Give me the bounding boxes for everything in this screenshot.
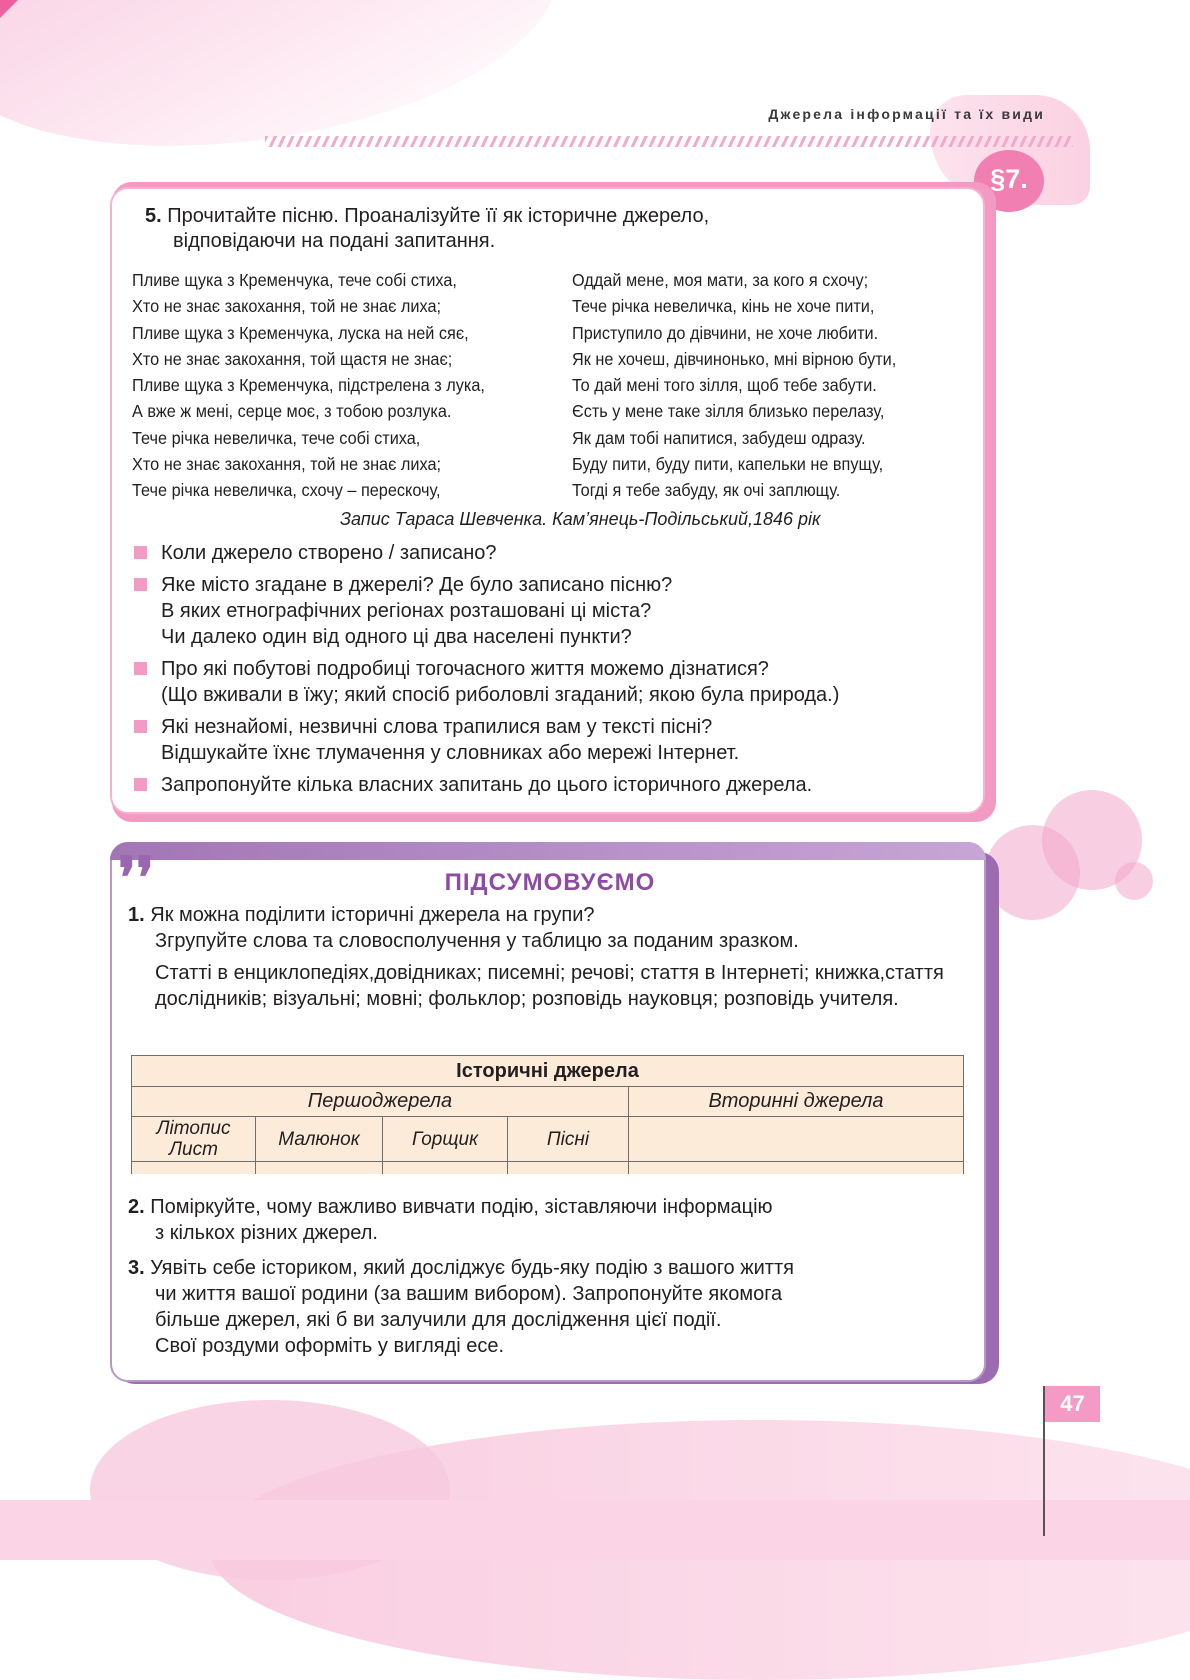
table-secondary-header: Вторинні джерела — [629, 1087, 964, 1117]
poem-line: То дай мені того зілля, щоб тебе забути. — [572, 375, 877, 396]
question-line: Про які побутові подробиці тогочасного життя можемо дізнатися? — [161, 658, 769, 680]
question-list — [132, 540, 982, 804]
question-line: Запропонуйте кілька власних запитань до цього історичного джерела. — [161, 774, 813, 796]
poem-line: Як не хочеш, дівчинонько, мні вірною бути, — [572, 348, 897, 369]
question-line: (Що вживали в їжу; який спосіб риболовлі згаданий; якою була природа.) — [161, 684, 840, 706]
question-line: Які незнайомі, незвичні слова трапилися вам у тексті пісні? — [161, 716, 713, 738]
question-line: Чи далеко один від одного ці два населені пункти? — [161, 626, 632, 648]
question-number: 2. — [128, 1196, 145, 1218]
table-cell-empty — [132, 1162, 256, 1175]
question-item — [132, 772, 982, 798]
question-line: Яке місто згадане в джерелі? Де було записано пісню? — [161, 574, 673, 596]
decorative-bubble — [1115, 862, 1153, 900]
question-item — [132, 714, 982, 766]
question-line: Свої роздуми оформіть у вигляді есе. — [155, 1335, 505, 1357]
task-5-heading — [145, 204, 905, 254]
question-item — [132, 656, 982, 708]
question-item — [132, 572, 982, 650]
question-line: більше джерел, які б ви залучили для дослідження цієї події. — [155, 1309, 722, 1331]
task-text-continued: відповідаючи на подані запитання. — [173, 230, 496, 252]
poem-line: Пливе щука з Кременчука, підстрелена з лука, — [132, 375, 485, 396]
question-line: чи життя вашої родини (за вашим вибором). Запропонуйте якомога — [155, 1283, 783, 1305]
task-number: 5. — [145, 205, 162, 227]
poem-line: Оддай мене, моя мати, за кого я схочу; — [572, 270, 869, 290]
question-line: Згрупуйте слова та словосполучення у таблицю за поданим зразком. — [155, 930, 799, 952]
summary-question-2 — [128, 1194, 958, 1246]
decorative-band-bottom — [0, 1500, 1190, 1560]
poem-line: Тогді я тебе забуду, як очі заплющу. — [572, 480, 841, 501]
decorative-wave-top — [0, 0, 575, 182]
poem-line: Хто не знає закохання, той щастя не знає; — [132, 348, 453, 369]
question-item — [132, 540, 982, 566]
word-list: Статті в енциклопедіях,довідниках; писемні; речові; стаття в Інтернеті; книжка,стаття дослідників; візуальні; мовні; фольклор; розповідь науковця; розповідь учителя. — [155, 962, 944, 1010]
question-line: з кількох різних джерел. — [155, 1222, 378, 1244]
table-cell: Горщик — [383, 1117, 508, 1162]
question-number: 1. — [128, 904, 145, 926]
poem-line: Приступило до дівчини, не хоче любити. — [572, 322, 879, 343]
poem-line: Єсть у мене таке зілля близько перелазу, — [572, 401, 885, 422]
poem-line: Буду пити, буду пити, капельки не впущу, — [572, 454, 884, 475]
summary-box-topbar — [110, 842, 986, 860]
question-line: Як можна поділити історичні джерела на групи? — [150, 904, 595, 926]
question-line: Відшукайте їхнє тлумачення у словниках або мережі Інтернет. — [161, 742, 740, 764]
question-number: 3. — [128, 1257, 145, 1279]
table-cell-empty — [256, 1162, 383, 1175]
table-cell-empty — [629, 1162, 964, 1175]
table-cell — [629, 1117, 964, 1162]
header-hatch-line — [265, 136, 1073, 147]
poem-line: Тече річка невеличка, кінь не хоче пити, — [572, 296, 875, 317]
chapter-title: Джерела інформації та їх види — [768, 106, 1045, 122]
table-primary-header: Першоджерела — [132, 1087, 629, 1117]
poem-line: Тече річка невеличка, схочу – перескочу, — [132, 480, 441, 501]
summary-question-1 — [128, 902, 968, 1012]
sources-table — [131, 1055, 964, 1174]
poem-line: Хто не знає закохання, той не знає лиха; — [132, 454, 442, 475]
poem-column-left — [132, 267, 512, 504]
table-cell: Малюнок — [256, 1117, 383, 1162]
poem-line: Пливе щука з Кременчука, луска на ней сяє, — [132, 322, 469, 343]
poem-line: Тече річка невеличка, тече собі стиха, — [132, 427, 421, 448]
table-header: Історичні джерела — [132, 1056, 964, 1087]
table-cell-empty — [508, 1162, 629, 1175]
question-line: В яких етнографічних регіонах розташовані ці міста? — [161, 600, 652, 622]
table-cell-empty — [383, 1162, 508, 1175]
poem-line: Пливе щука з Кременчука, тече собі стиха, — [132, 270, 457, 290]
question-line: Коли джерело створено / записано? — [161, 542, 497, 564]
table-cell: Пісні — [508, 1117, 629, 1162]
quote-icon: ❜❜ — [118, 846, 155, 909]
poem-line: Як дам тобі напитися, забудеш одразу. — [572, 427, 866, 448]
poem-column-right — [572, 267, 921, 504]
table-cell: Літопис Лист — [132, 1117, 256, 1162]
poem-line: А вже ж мені, серце моє, з тобою розлука. — [132, 401, 452, 422]
poem-source: Запис Тараса Шевченка. Кам’янець-Подільський,1846 рік — [340, 509, 821, 529]
question-line: Уявіть себе істориком, який досліджує будь-яку подію з вашого життя — [150, 1257, 794, 1279]
page-number: 47 — [1045, 1386, 1100, 1422]
question-line: Поміркуйте, чому важливо вивчати подію, зіставляючи інформацію — [150, 1196, 773, 1218]
poem-line: Хто не знає закохання, той не знає лиха; — [132, 296, 442, 317]
task-text: Прочитайте пісню. Проаналізуйте її як історичне джерело, — [167, 205, 710, 227]
summary-title: ПІДСУМОВУЄМО — [444, 869, 656, 896]
summary-question-3 — [128, 1255, 968, 1359]
section-badge: §7. — [974, 150, 1044, 212]
